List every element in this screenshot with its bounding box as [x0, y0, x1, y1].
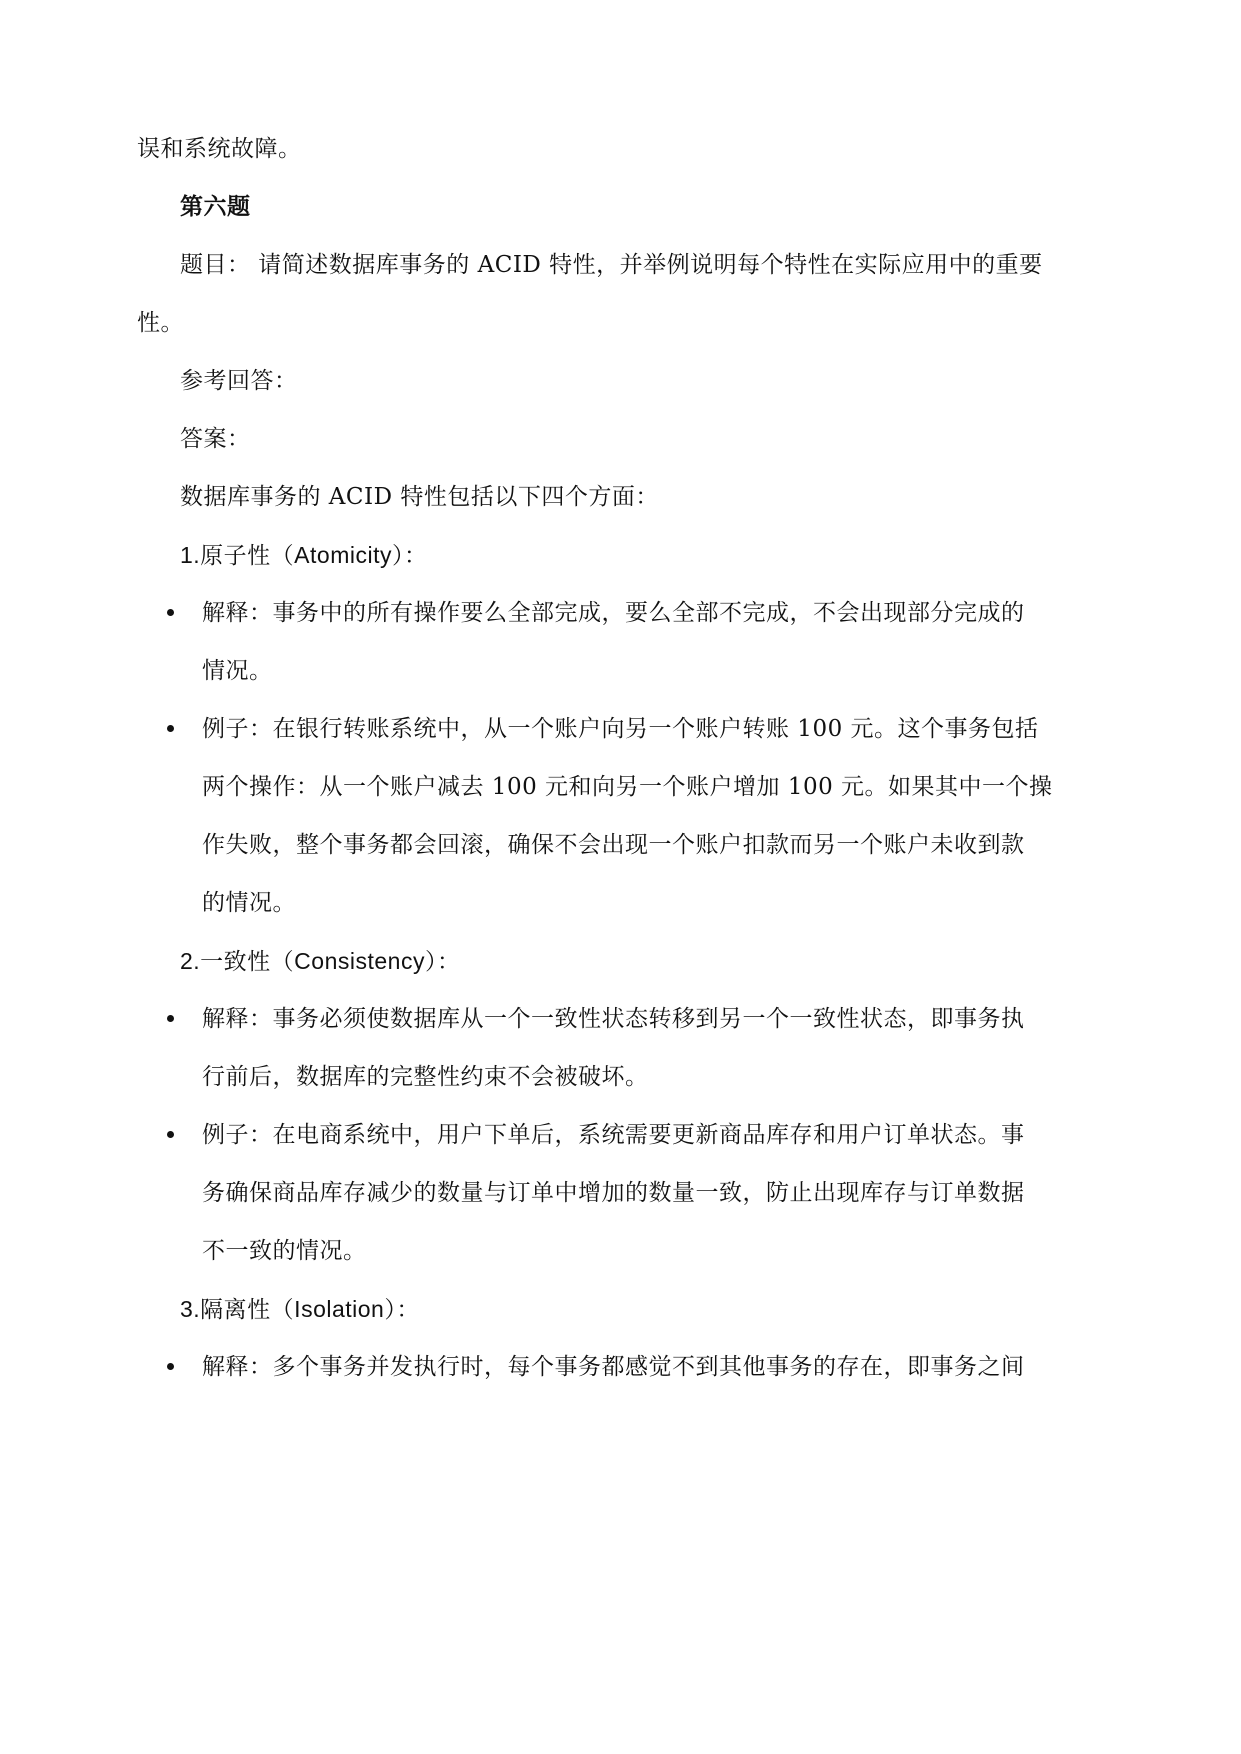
- item-heading-isolation: 3.隔离性（Isolation）：: [180, 1296, 420, 1322]
- bullet-icon: [167, 609, 174, 616]
- consistency-explain-line-1: 解释：事务必须使数据库从一个一致性状态转移到另一个一致性状态，即事务执: [202, 1006, 1025, 1032]
- text-line-1: 误和系统故障。: [137, 136, 302, 162]
- reference-answer-label: 参考回答：: [180, 368, 298, 394]
- atomicity-explain-line-2: 情况。: [202, 658, 273, 684]
- intro-line: 数据库事务的 ACID 特性包括以下四个方面：: [180, 484, 659, 510]
- answer-label: 答案：: [180, 426, 251, 452]
- bullet-icon: [167, 1131, 174, 1138]
- atomicity-explain-line-1: 解释：事务中的所有操作要么全部完成，要么全部不完成，不会出现部分完成的: [202, 600, 1025, 626]
- bullet-icon: [167, 1015, 174, 1022]
- consistency-example-line-2: 务确保商品库存减少的数量与订单中增加的数量一致，防止出现库存与订单数据: [202, 1180, 1025, 1206]
- atomicity-example-line-4: 的情况。: [202, 890, 296, 916]
- consistency-example-line-3: 不一致的情况。: [202, 1238, 367, 1264]
- section-heading: 第六题: [180, 193, 251, 220]
- consistency-example-line-1: 例子：在电商系统中，用户下单后，系统需要更新商品库存和用户订单状态。事: [202, 1122, 1025, 1148]
- atomicity-example-line-2: 两个操作：从一个账户减去 100 元和向另一个账户增加 100 元。如果其中一个操: [202, 774, 1053, 800]
- bullet-icon: [167, 725, 174, 732]
- item-heading-consistency: 2.一致性（Consistency）：: [180, 948, 461, 974]
- bullet-icon: [167, 1363, 174, 1370]
- question-line-1: 题目： 请简述数据库事务的 ACID 特性，并举例说明每个特性在实际应用中的重要: [180, 252, 1043, 278]
- atomicity-example-line-3: 作失败，整个事务都会回滚，确保不会出现一个账户扣款而另一个账户未收到款: [202, 832, 1025, 858]
- item-heading-atomicity: 1.原子性（Atomicity）：: [180, 542, 428, 568]
- isolation-explain-line-1: 解释：多个事务并发执行时，每个事务都感觉不到其他事务的存在，即事务之间: [202, 1354, 1025, 1380]
- consistency-explain-line-2: 行前后，数据库的完整性约束不会被破坏。: [202, 1064, 649, 1090]
- atomicity-example-line-1: 例子：在银行转账系统中，从一个账户向另一个账户转账 100 元。这个事务包括: [202, 716, 1039, 742]
- question-line-2: 性。: [137, 310, 184, 336]
